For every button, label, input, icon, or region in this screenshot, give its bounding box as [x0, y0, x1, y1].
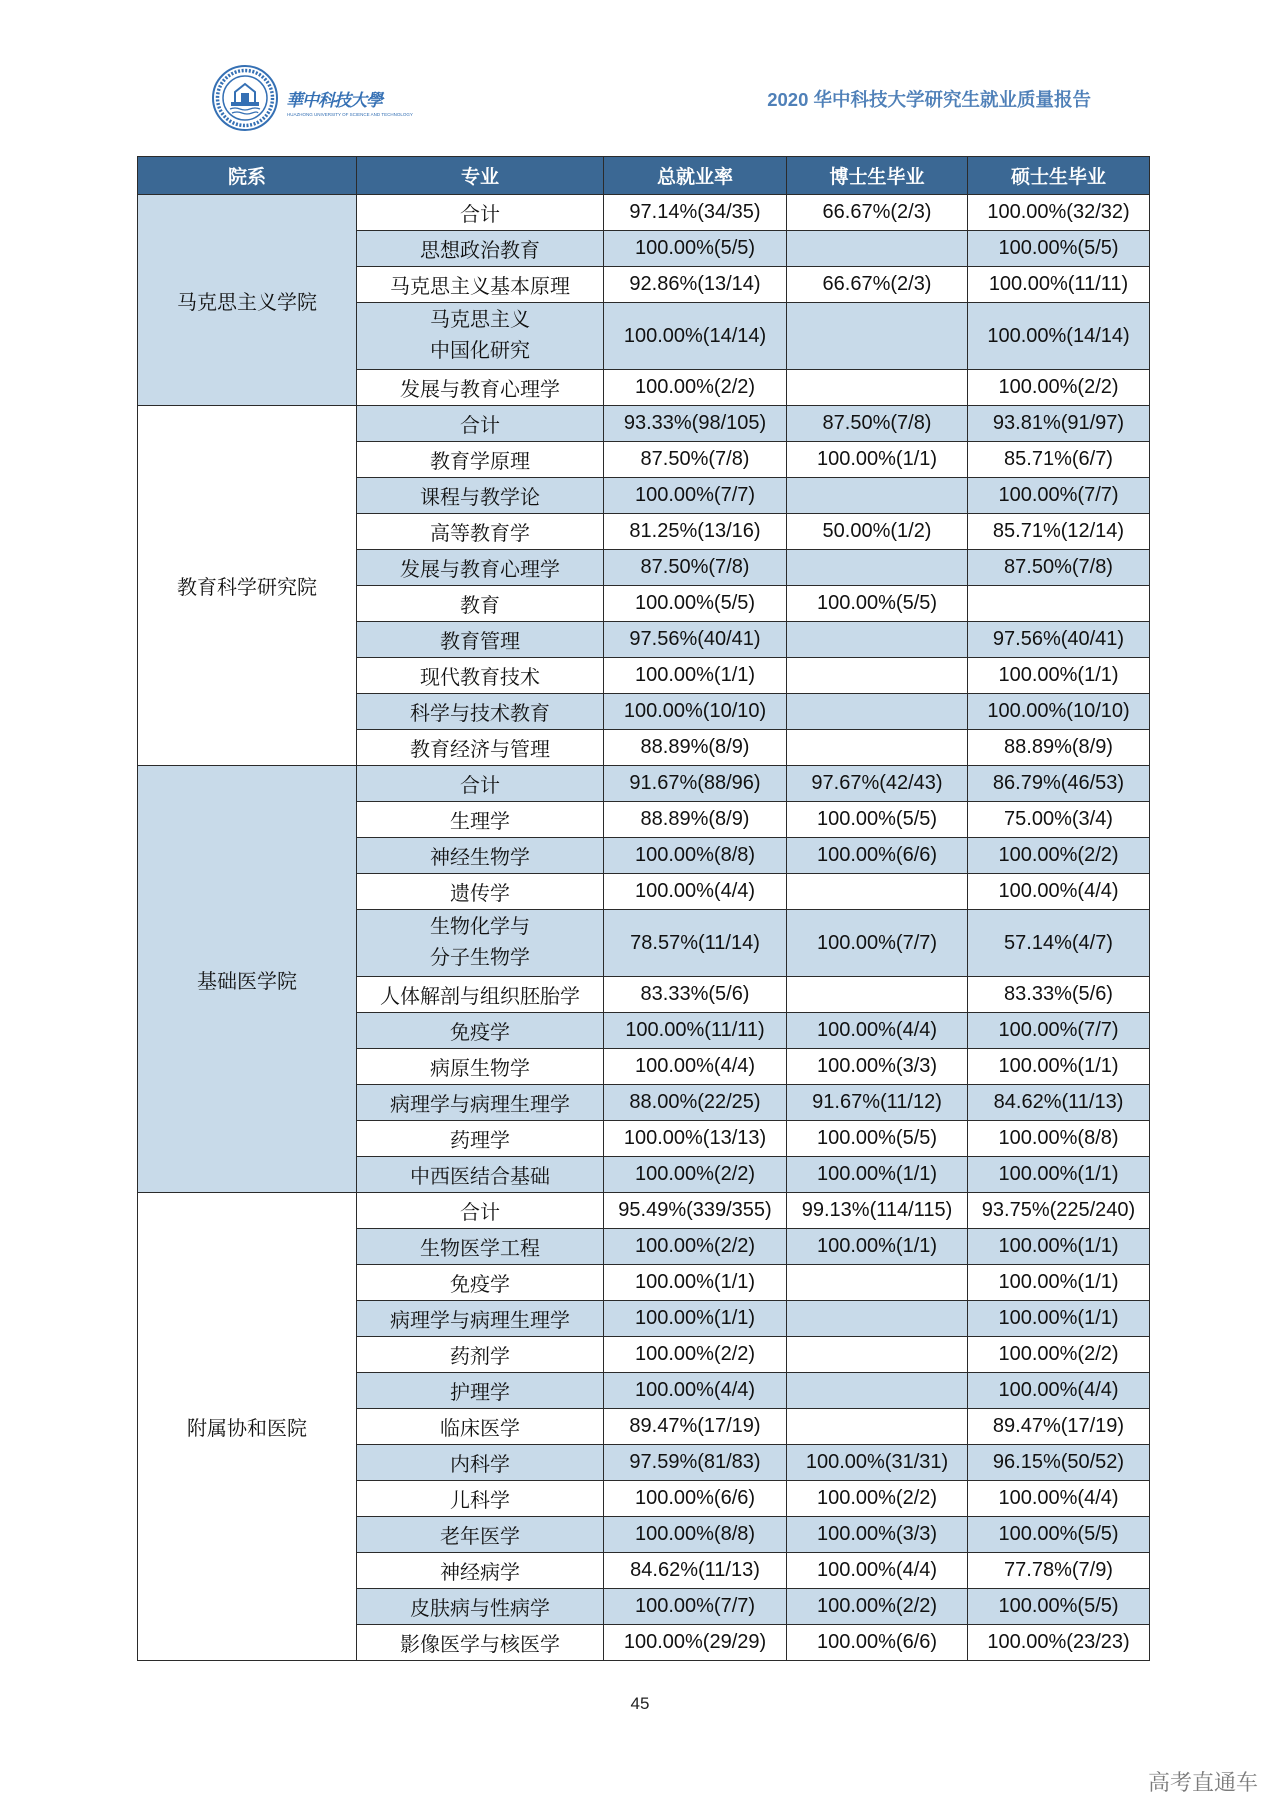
major-cell: 课程与教学论 — [357, 478, 603, 513]
master-rate-cell: 100.00%(7/7) — [968, 478, 1149, 513]
phd-rate-cell — [787, 478, 967, 513]
total-rate-cell: 100.00%(2/2) — [604, 370, 786, 405]
major-cell: 合计 — [357, 766, 603, 801]
phd-rate-cell: 66.67%(2/3) — [787, 195, 967, 230]
master-rate-cell: 100.00%(1/1) — [968, 1157, 1149, 1192]
master-rate-cell: 100.00%(1/1) — [968, 1301, 1149, 1336]
major-cell: 思想政治教育 — [357, 231, 603, 266]
total-rate-cell: 100.00%(4/4) — [604, 1049, 786, 1084]
phd-rate-cell — [787, 231, 967, 266]
total-rate-cell: 89.47%(17/19) — [604, 1409, 786, 1444]
department-cell: 马克思主义学院 — [138, 195, 356, 405]
total-rate-cell: 100.00%(5/5) — [604, 231, 786, 266]
phd-rate-cell: 99.13%(114/115) — [787, 1193, 967, 1228]
phd-rate-cell: 91.67%(11/12) — [787, 1085, 967, 1120]
major-cell: 遗传学 — [357, 874, 603, 909]
page-number: 45 — [630, 1694, 650, 1713]
master-rate-cell: 100.00%(4/4) — [968, 1373, 1149, 1408]
master-rate-cell: 88.89%(8/9) — [968, 730, 1149, 765]
phd-rate-cell: 100.00%(3/3) — [787, 1049, 967, 1084]
phd-rate-cell — [787, 874, 967, 909]
phd-rate-cell: 100.00%(5/5) — [787, 802, 967, 837]
department-cell: 教育科学研究院 — [138, 406, 356, 765]
major-line: 中国化研究 — [430, 340, 530, 362]
phd-rate-cell — [787, 1409, 967, 1444]
major-cell: 病理学与病理生理学 — [357, 1301, 603, 1336]
phd-rate-cell: 100.00%(1/1) — [787, 442, 967, 477]
major-cell: 药理学 — [357, 1121, 603, 1156]
major-cell: 马克思主义基本原理 — [357, 267, 603, 302]
major-line: 生物化学与 — [430, 916, 530, 938]
total-rate-cell: 100.00%(2/2) — [604, 1157, 786, 1192]
major-cell: 科学与技术教育 — [357, 694, 603, 729]
master-rate-cell: 100.00%(11/11) — [968, 267, 1149, 302]
master-rate-cell: 100.00%(7/7) — [968, 1013, 1149, 1048]
phd-rate-cell — [787, 622, 967, 657]
major-cell: 教育经济与管理 — [357, 730, 603, 765]
phd-rate-cell — [787, 977, 967, 1012]
master-rate-cell: 100.00%(8/8) — [968, 1121, 1149, 1156]
total-rate-cell: 83.33%(5/6) — [604, 977, 786, 1012]
major-cell: 中西医结合基础 — [357, 1157, 603, 1192]
phd-rate-cell — [787, 694, 967, 729]
major-cell: 教育 — [357, 586, 603, 621]
master-rate-cell: 57.14%(4/7) — [968, 910, 1149, 976]
master-rate-cell: 100.00%(32/32) — [968, 195, 1149, 230]
phd-rate-cell — [787, 550, 967, 585]
master-rate-cell: 100.00%(4/4) — [968, 874, 1149, 909]
master-rate-cell: 100.00%(2/2) — [968, 370, 1149, 405]
major-cell: 病理学与病理生理学 — [357, 1085, 603, 1120]
logo-english-name: HUAZHONG UNIVERSITY OF SCIENCE AND TECHNOLOGY — [287, 112, 413, 117]
total-rate-cell: 78.57%(11/14) — [604, 910, 786, 976]
master-rate-cell: 93.75%(225/240) — [968, 1193, 1149, 1228]
master-rate-cell: 100.00%(1/1) — [968, 1229, 1149, 1264]
major-cell — [357, 910, 603, 976]
major-line: 分子生物学 — [430, 947, 530, 969]
phd-rate-cell: 97.67%(42/43) — [787, 766, 967, 801]
total-rate-cell: 87.50%(7/8) — [604, 442, 786, 477]
university-seal-icon — [211, 64, 279, 132]
phd-rate-cell — [787, 1301, 967, 1336]
phd-rate-cell: 50.00%(1/2) — [787, 514, 967, 549]
major-cell: 合计 — [357, 1193, 603, 1228]
total-rate-cell: 100.00%(13/13) — [604, 1121, 786, 1156]
phd-rate-cell: 100.00%(5/5) — [787, 1121, 967, 1156]
total-rate-cell: 100.00%(10/10) — [604, 694, 786, 729]
total-rate-cell: 100.00%(1/1) — [604, 1265, 786, 1300]
major-cell: 生物医学工程 — [357, 1229, 603, 1264]
total-rate-cell: 100.00%(2/2) — [604, 1337, 786, 1372]
master-rate-cell: 100.00%(5/5) — [968, 1517, 1149, 1552]
total-rate-cell: 100.00%(7/7) — [604, 478, 786, 513]
master-rate-cell: 97.56%(40/41) — [968, 622, 1149, 657]
major-cell: 临床医学 — [357, 1409, 603, 1444]
phd-rate-cell: 66.67%(2/3) — [787, 267, 967, 302]
total-rate-cell: 100.00%(11/11) — [604, 1013, 786, 1048]
phd-rate-cell — [787, 1337, 967, 1372]
phd-rate-cell: 100.00%(4/4) — [787, 1553, 967, 1588]
total-rate-cell: 100.00%(1/1) — [604, 1301, 786, 1336]
phd-rate-cell: 100.00%(5/5) — [787, 586, 967, 621]
total-rate-cell: 100.00%(7/7) — [604, 1589, 786, 1624]
major-cell: 皮肤病与性病学 — [357, 1589, 603, 1624]
master-rate-cell: 85.71%(12/14) — [968, 514, 1149, 549]
total-rate-cell: 88.89%(8/9) — [604, 730, 786, 765]
phd-rate-cell — [787, 730, 967, 765]
total-rate-cell: 100.00%(14/14) — [604, 303, 786, 369]
total-rate-cell: 88.00%(22/25) — [604, 1085, 786, 1120]
major-cell: 合计 — [357, 406, 603, 441]
phd-rate-cell: 100.00%(2/2) — [787, 1589, 967, 1624]
major-cell: 神经生物学 — [357, 838, 603, 873]
total-rate-cell: 93.33%(98/105) — [604, 406, 786, 441]
master-rate-cell: 100.00%(10/10) — [968, 694, 1149, 729]
total-rate-cell: 81.25%(13/16) — [604, 514, 786, 549]
master-rate-cell: 100.00%(14/14) — [968, 303, 1149, 369]
total-rate-cell: 84.62%(11/13) — [604, 1553, 786, 1588]
major-cell — [357, 303, 603, 369]
total-rate-cell: 100.00%(8/8) — [604, 838, 786, 873]
total-rate-cell: 100.00%(5/5) — [604, 586, 786, 621]
major-cell: 影像医学与核医学 — [357, 1625, 603, 1660]
master-rate-cell: 83.33%(5/6) — [968, 977, 1149, 1012]
logo-wordmark: 華中科技大學 — [286, 91, 382, 111]
master-rate-cell — [968, 586, 1149, 621]
total-rate-cell: 100.00%(4/4) — [604, 1373, 786, 1408]
major-cell: 病原生物学 — [357, 1049, 603, 1084]
total-rate-cell: 95.49%(339/355) — [604, 1193, 786, 1228]
phd-rate-cell: 100.00%(6/6) — [787, 838, 967, 873]
phd-rate-cell — [787, 303, 967, 369]
master-rate-cell: 89.47%(17/19) — [968, 1409, 1149, 1444]
total-rate-cell: 100.00%(1/1) — [604, 658, 786, 693]
master-rate-cell: 86.79%(46/53) — [968, 766, 1149, 801]
total-rate-cell: 97.59%(81/83) — [604, 1445, 786, 1480]
phd-rate-cell: 100.00%(7/7) — [787, 910, 967, 976]
total-rate-cell: 100.00%(29/29) — [604, 1625, 786, 1660]
master-rate-cell: 100.00%(4/4) — [968, 1481, 1149, 1516]
master-rate-cell: 100.00%(23/23) — [968, 1625, 1149, 1660]
total-rate-cell: 100.00%(8/8) — [604, 1517, 786, 1552]
master-rate-cell: 87.50%(7/8) — [968, 550, 1149, 585]
master-rate-cell: 100.00%(1/1) — [968, 658, 1149, 693]
major-cell: 生理学 — [357, 802, 603, 837]
master-rate-cell: 100.00%(1/1) — [968, 1265, 1149, 1300]
master-rate-cell: 96.15%(50/52) — [968, 1445, 1149, 1480]
major-cell: 内科学 — [357, 1445, 603, 1480]
employment-rate-table — [137, 156, 1150, 1661]
phd-rate-cell — [787, 370, 967, 405]
phd-rate-cell: 100.00%(1/1) — [787, 1157, 967, 1192]
master-rate-cell: 77.78%(7/9) — [968, 1553, 1149, 1588]
major-cell: 护理学 — [357, 1373, 603, 1408]
column-header-phd-rate: 博士生毕业 — [787, 157, 967, 194]
phd-rate-cell — [787, 1265, 967, 1300]
column-header-major: 专业 — [357, 157, 603, 194]
report-title: 2020 华中科技大学研究生就业质量报告 — [767, 89, 1091, 110]
master-rate-cell: 100.00%(1/1) — [968, 1049, 1149, 1084]
phd-rate-cell: 100.00%(1/1) — [787, 1229, 967, 1264]
master-rate-cell: 100.00%(2/2) — [968, 1337, 1149, 1372]
major-cell: 发展与教育心理学 — [357, 550, 603, 585]
department-cell: 附属协和医院 — [138, 1193, 356, 1660]
watermark: 高考直通车 — [1147, 1770, 1258, 1795]
major-cell: 神经病学 — [357, 1553, 603, 1588]
master-rate-cell: 100.00%(2/2) — [968, 838, 1149, 873]
total-rate-cell: 88.89%(8/9) — [604, 802, 786, 837]
major-cell: 儿科学 — [357, 1481, 603, 1516]
master-rate-cell: 100.00%(5/5) — [968, 231, 1149, 266]
phd-rate-cell: 100.00%(3/3) — [787, 1517, 967, 1552]
major-line: 马克思主义 — [430, 309, 530, 331]
major-cell: 教育管理 — [357, 622, 603, 657]
phd-rate-cell: 87.50%(7/8) — [787, 406, 967, 441]
column-header-master-rate: 硕士生毕业 — [968, 157, 1149, 194]
phd-rate-cell: 100.00%(4/4) — [787, 1013, 967, 1048]
column-header-department: 院系 — [138, 157, 356, 194]
master-rate-cell: 75.00%(3/4) — [968, 802, 1149, 837]
phd-rate-cell — [787, 658, 967, 693]
major-cell: 合计 — [357, 195, 603, 230]
total-rate-cell: 100.00%(2/2) — [604, 1229, 786, 1264]
major-cell: 免疫学 — [357, 1013, 603, 1048]
total-rate-cell: 100.00%(4/4) — [604, 874, 786, 909]
major-cell: 现代教育技术 — [357, 658, 603, 693]
master-rate-cell: 84.62%(11/13) — [968, 1085, 1149, 1120]
major-cell: 免疫学 — [357, 1265, 603, 1300]
phd-rate-cell: 100.00%(6/6) — [787, 1625, 967, 1660]
column-header-total-rate: 总就业率 — [604, 157, 786, 194]
major-cell: 药剂学 — [357, 1337, 603, 1372]
department-cell: 基础医学院 — [138, 766, 356, 1192]
major-cell: 人体解剖与组织胚胎学 — [357, 977, 603, 1012]
major-cell: 高等教育学 — [357, 514, 603, 549]
total-rate-cell: 97.56%(40/41) — [604, 622, 786, 657]
phd-rate-cell — [787, 1373, 967, 1408]
total-rate-cell: 91.67%(88/96) — [604, 766, 786, 801]
total-rate-cell: 87.50%(7/8) — [604, 550, 786, 585]
master-rate-cell: 85.71%(6/7) — [968, 442, 1149, 477]
master-rate-cell: 93.81%(91/97) — [968, 406, 1149, 441]
major-cell: 教育学原理 — [357, 442, 603, 477]
master-rate-cell: 100.00%(5/5) — [968, 1589, 1149, 1624]
phd-rate-cell: 100.00%(2/2) — [787, 1481, 967, 1516]
total-rate-cell: 97.14%(34/35) — [604, 195, 786, 230]
major-cell: 老年医学 — [357, 1517, 603, 1552]
total-rate-cell: 100.00%(6/6) — [604, 1481, 786, 1516]
major-cell: 发展与教育心理学 — [357, 370, 603, 405]
phd-rate-cell: 100.00%(31/31) — [787, 1445, 967, 1480]
total-rate-cell: 92.86%(13/14) — [604, 267, 786, 302]
